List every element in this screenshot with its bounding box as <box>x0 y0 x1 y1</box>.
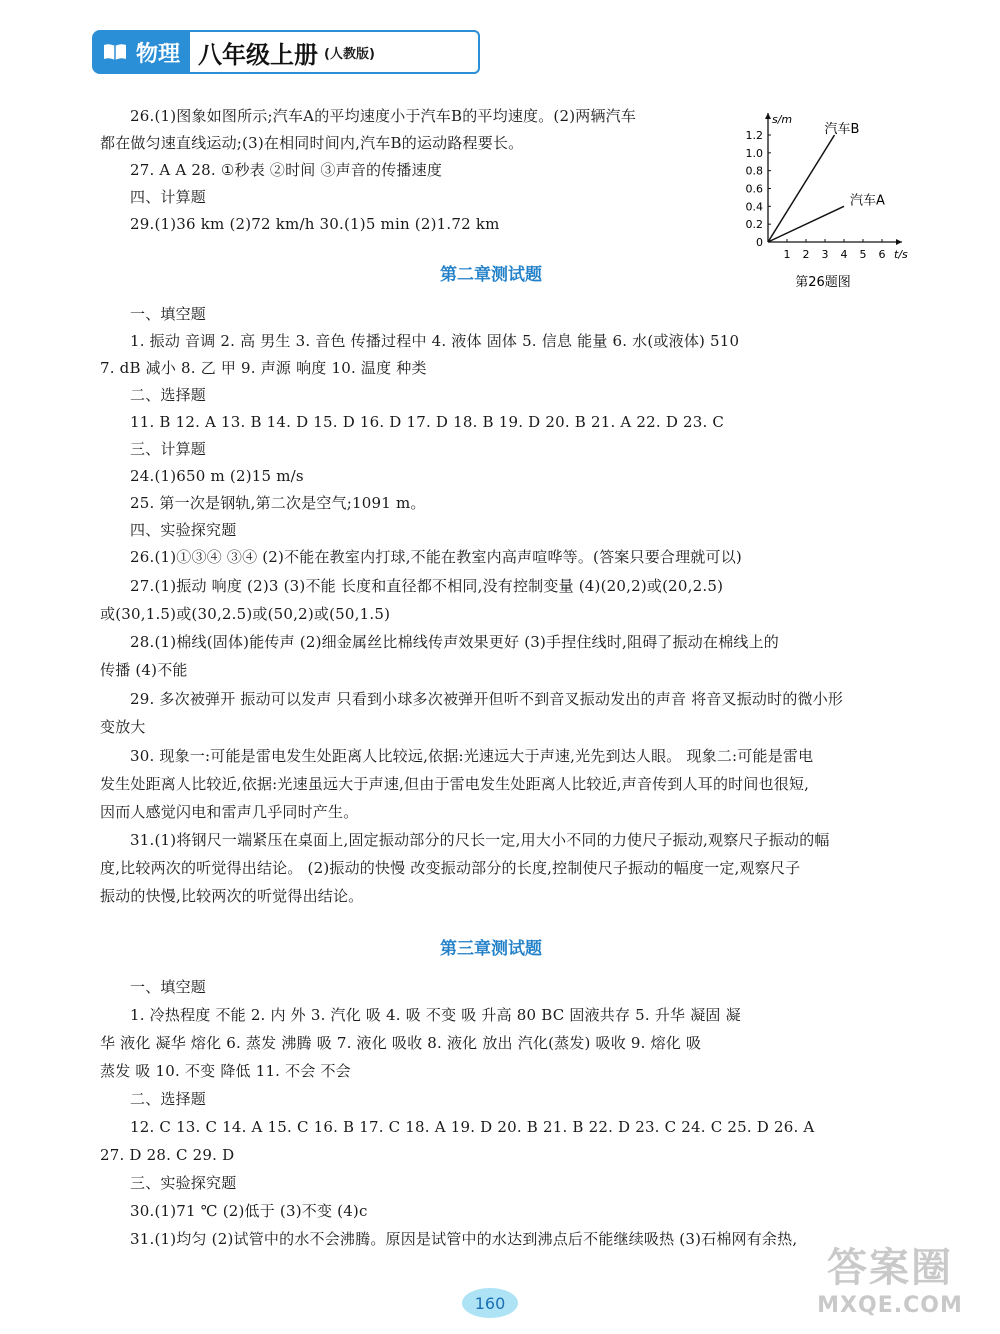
x-tick-label: 6 <box>878 248 886 261</box>
section-heading: 一、填空题 <box>130 305 207 323</box>
y-axis-arrow <box>765 113 771 119</box>
answer-line: 27.(1)振动 响度 (2)3 (3)不能 长度和直径都不相同,没有控制变量 (4)(20,2)或(20,2.5) <box>130 577 724 595</box>
answer-line: 26.(1)图象如图所示;汽车A的平均速度小于汽车B的平均速度。(2)两辆汽车 <box>130 107 637 125</box>
answer-line: 度,比较两次的听觉得出结论。 (2)振动的快慢 改变振动部分的长度,控制使尺子振动的幅度一定,观察尺子 <box>100 859 801 877</box>
x-tick-label: 4 <box>840 248 848 261</box>
y-tick-label: 0.2 <box>745 218 763 232</box>
answer-line: 传播 (4)不能 <box>100 661 188 679</box>
section-heading: 二、选择题 <box>130 1090 207 1108</box>
answer-line: 24.(1)650 m (2)15 m/s <box>130 467 304 485</box>
answer-line: 25. 第一次是钢轨,第二次是空气;1091 m。 <box>130 494 426 512</box>
answer-line: 或(30,1.5)或(30,2.5)或(50,2)或(50,1.5) <box>100 605 391 623</box>
answer-line: 发生处距离人比较近,依据:光速虽远大于声速,但由于雷电发生处距离人比较近,声音传到人耳的时间也很短, <box>100 775 810 793</box>
series-label: 汽车A <box>850 193 885 209</box>
grade-label: 八年级上册 <box>198 40 318 69</box>
chapter-2-title: 第二章测试题 <box>440 265 542 285</box>
edition-label: (人教版) <box>324 46 375 62</box>
section-heading: 四、实验探究题 <box>130 521 237 539</box>
answer-line: 因而人感觉闪电和雷声几乎同时产生。 <box>100 803 359 821</box>
answer-line: 30. 现象一:可能是雷电发生处距离人比较远,依据:光速远大于声速,光先到达人眼。 现象二:可能是雷电 <box>130 747 814 765</box>
section-heading: 二、选择题 <box>130 386 207 404</box>
answer-line: 11. B 12. A 13. B 14. D 15. D 16. D 17. D 18. B 19. D 20. B 21. A 22. D 23. C <box>130 413 725 431</box>
y-tick-label: 1.0 <box>745 146 763 160</box>
open-book-icon <box>102 42 128 62</box>
answer-line: 27. D 28. C 29. D <box>100 1146 235 1164</box>
y-tick-label: 0.4 <box>745 200 763 214</box>
x-tick-label: 3 <box>821 248 829 261</box>
answer-line: 29. 多次被弹开 振动可以发声 只看到小球多次被弹开但听不到音叉振动发出的声音 将音叉振动时的微小形 <box>130 690 844 708</box>
answer-line: 12. C 13. C 14. A 15. C 16. B 17. C 18. A 19. D 20. B 21. B 22. D 23. C 24. C 25. D 26. A <box>130 1118 815 1136</box>
series-label: 汽车B <box>824 122 860 137</box>
answer-line: 31.(1)均匀 (2)试管中的水不会沸腾。原因是试管中的水达到沸点后不能继续吸热 (3)石棉网有余热, <box>130 1230 798 1248</box>
chapter-3-title: 第三章测试题 <box>440 939 542 959</box>
page-header <box>92 30 392 74</box>
y-tick-label: 0.8 <box>745 164 763 178</box>
watermark <box>790 1236 990 1326</box>
answer-line: 31.(1)将钢尺一端紧压在桌面上,固定振动部分的尺长一定,用大小不同的力使尺子振动,观察尺子振动的幅 <box>130 831 830 849</box>
watermark-title: 答案圈 <box>827 1245 953 1291</box>
answer-line: 都在做匀速直线运动;(3)在相同时间内,汽车B的运动路程要长。 <box>100 134 524 152</box>
y-tick-label: 0.6 <box>745 182 763 196</box>
chart-caption: 第26题图 <box>795 275 851 290</box>
x-axis-label: t/s <box>894 248 908 261</box>
section-heading: 一、填空题 <box>130 978 207 996</box>
y-tick-label: 1.2 <box>745 129 763 142</box>
grade-box <box>190 30 480 74</box>
answer-line: 7. dB 减小 8. 乙 甲 9. 声源 响度 10. 温度 种类 <box>100 359 427 377</box>
motion-chart <box>738 104 918 294</box>
x-tick-label: 2 <box>802 248 810 261</box>
x-axis-arrow <box>896 239 902 245</box>
section-heading: 三、计算题 <box>130 440 207 458</box>
answer-line: 28.(1)棉线(固体)能传声 (2)细金属丝比棉线传声效果更好 (3)手捏住线时,阻碍了振动在棉线上的 <box>130 633 780 651</box>
section-heading: 四、计算题 <box>130 188 207 206</box>
page-number: 160 <box>462 1288 518 1318</box>
answer-line: 蒸发 吸 10. 不变 降低 11. 不会 不会 <box>100 1062 351 1080</box>
section-heading: 三、实验探究题 <box>130 1174 237 1192</box>
x-tick-label: 1 <box>783 248 791 261</box>
answer-line: 振动的快慢,比较两次的听觉得出结论。 <box>100 887 364 905</box>
subject-badge <box>92 30 190 74</box>
answer-line: 29.(1)36 km (2)72 km/h 30.(1)5 min (2)1.72 km <box>130 215 500 233</box>
answer-line: 26.(1)①③④ ③④ (2)不能在教室内打球,不能在教室内高声喧哗等。(答案只要合理就可以) <box>130 548 742 566</box>
x-tick-label: 5 <box>859 248 867 261</box>
answer-line: 华 液化 凝华 熔化 6. 蒸发 沸腾 吸 7. 液化 吸收 8. 液化 放出 汽化(蒸发) 吸收 9. 熔化 吸 <box>100 1034 702 1052</box>
answer-line: 30.(1)71 ℃ (2)低于 (3)不变 (4)c <box>130 1202 368 1220</box>
watermark-url: MXQE.COM <box>817 1293 963 1318</box>
answer-line: 变放大 <box>100 718 146 736</box>
answer-line: 1. 振动 音调 2. 高 男生 3. 音色 传播过程中 4. 液体 固体 5. 信息 能量 6. 水(或液体) 510 <box>130 332 740 350</box>
answer-line: 27. A A 28. ①秒表 ②时间 ③声音的传播速度 <box>130 161 443 179</box>
subject-label: 物理 <box>136 41 181 67</box>
y-axis-label: s/m <box>772 113 793 126</box>
answer-line: 1. 冷热程度 不能 2. 内 外 3. 汽化 吸 4. 吸 不变 吸 升高 80 BC 固液共存 5. 升华 凝固 凝 <box>130 1006 741 1024</box>
y-tick-label: 0 <box>756 236 763 249</box>
